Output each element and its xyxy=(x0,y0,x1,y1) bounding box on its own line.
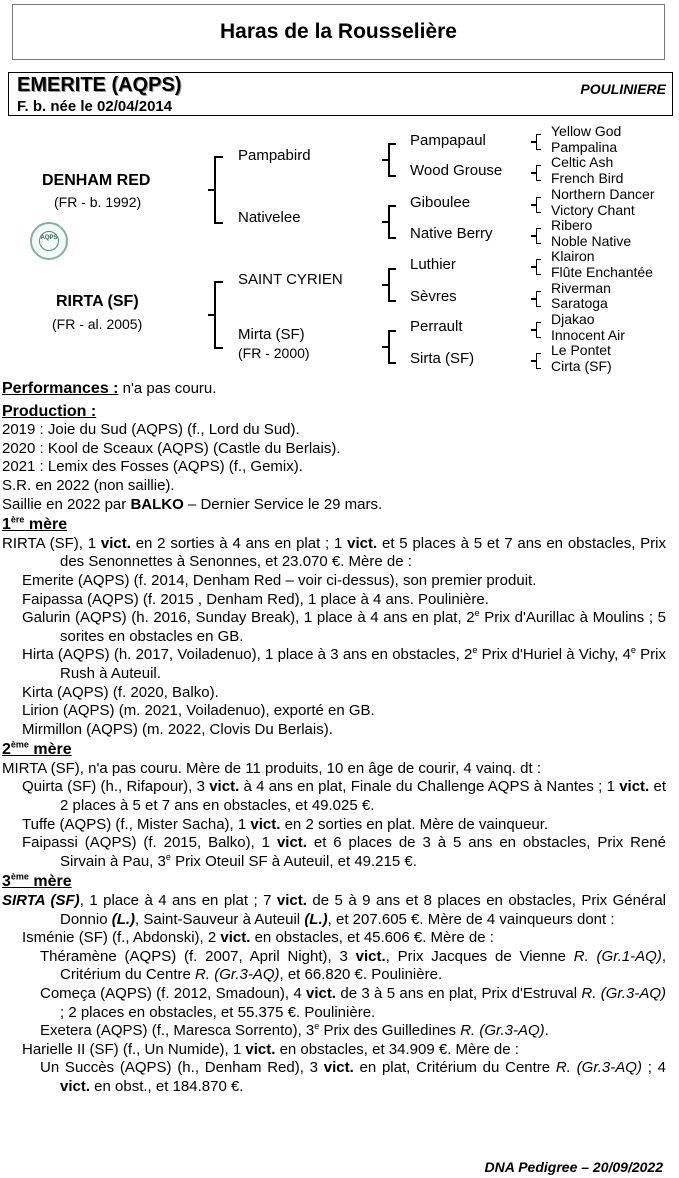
g4-name-5: Northern Dancer xyxy=(551,186,655,202)
mere2-item: Tuffe (AQPS) (f., Mister Sacha), 1 vict. en 2 sorties en plat. Mère de vainqueur. xyxy=(22,815,549,833)
g4-name-4: French Bird xyxy=(551,170,624,186)
g3-name-4: Native Berry xyxy=(410,225,493,242)
dam-info: (FR - al. 2005) xyxy=(52,316,143,332)
mere3-heading: 3ème mère xyxy=(2,872,72,891)
production-line: 2021 : Lemix des Fosses (AQPS) (f., Gemix). xyxy=(2,458,303,476)
g4-name-11: Riverman xyxy=(551,280,611,296)
header-box xyxy=(12,4,665,60)
production-heading: Production : xyxy=(2,402,97,420)
g4-name-7: Ribero xyxy=(551,217,593,233)
g2-name-3: SAINT CYRIEN xyxy=(238,271,343,288)
g4-name-9: Klairon xyxy=(551,248,595,264)
mere3-subitem: Théramène (AQPS) (f. 2007, April Night), 3 vict., Prix Jacques de Vienne R. (Gr.1-AQ), Critérium du Centre R. (Gr.3-AQ), et 66.820 €. Poulinière. xyxy=(40,947,666,984)
mere1-item: Kirta (AQPS) (f. 2020, Balko). xyxy=(22,683,219,701)
mere2-intro: MIRTA (SF), n'a pas couru. Mère de 11 produits, 10 en âge de courir, 4 vainq. dt : xyxy=(2,759,541,777)
page-title: Haras de la Rousselière xyxy=(220,20,457,43)
mere3-item: Harielle II (SF) (f., Un Numide), 1 vict. en obstacles, et 34.909 €. Mère de : xyxy=(22,1040,519,1058)
bracket-g3-6 xyxy=(536,291,541,307)
horse-title-box xyxy=(8,72,673,116)
bracket-g3-8 xyxy=(536,353,541,369)
production-line: Saillie en 2022 par BALKO – Dernier Service le 29 mars. xyxy=(2,495,383,513)
bracket-sire xyxy=(214,156,223,224)
bracket-g3-7 xyxy=(536,322,541,338)
mere3-intro: SIRTA (SF), 1 place à 4 ans en plat ; 7 vict. de 5 à 9 ans et 8 places en obstacles, Prix Général Donnio (L.), Saint-Sauveur à Auteuil (L.), et 207.605 €. Mère de 4 vainqueurs dont : xyxy=(2,892,666,928)
g3-name-7: Perrault xyxy=(410,318,463,335)
mere2-item: Quirta (SF) (h., Rifapour), 3 vict. à 4 ans en plat, Finale du Challenge AQPS à Nantes ; 1 vict. et 2 places à 5 et 7 ans en obstacles, et 49.025 €. xyxy=(22,778,666,815)
bracket-g3-5 xyxy=(536,259,541,275)
g4-name-12: Saratoga xyxy=(551,295,608,311)
bracket-g2-1 xyxy=(388,143,396,177)
mere1-heading: 1ère mère xyxy=(2,514,68,534)
performances-label: Performances : xyxy=(2,380,119,397)
mere2-heading: 2ème mère xyxy=(2,739,72,759)
mere2-item: Faipassi (AQPS) (f. 2015, Balko), 1 vict. et 6 places de 3 à 5 ans en obstacles, Prix René Sirvain à Pau, 3e Prix Oteuil SF à Auteuil, et 49.215 €. xyxy=(22,834,666,870)
g3-name-6: Sèvres xyxy=(410,288,457,305)
g4-name-1: Yellow God xyxy=(551,123,622,139)
mere1-item: Emerite (AQPS) (f. 2014, Denham Red – voir ci-dessus), son premier produit. xyxy=(22,571,537,589)
g2-name-1: Pampabird xyxy=(238,147,311,164)
bracket-g3-3 xyxy=(536,197,541,213)
g2-name-2: Nativelee xyxy=(238,209,301,226)
sire-name: DENHAM RED xyxy=(42,172,151,189)
g3-name-8: Sirta (SF) xyxy=(410,350,475,367)
g4-name-10: Flûte Enchantée xyxy=(551,264,653,280)
g4-name-15: Le Pontet xyxy=(551,342,611,358)
dam-name: RIRTA (SF) xyxy=(56,293,139,310)
bracket-g3-1 xyxy=(536,134,541,150)
mere1-intro: RIRTA (SF), 1 vict. en 2 sorties à 4 ans en plat ; 1 vict. et 5 places à 5 et 7 ans en obstacles, Prix des Senonnettes à Senonnes, et 23.070 €. Mère de : xyxy=(2,534,666,571)
production-line: 2019 : Joie du Sud (AQPS) (f., Lord du Sud). xyxy=(2,421,300,439)
g4-name-16: Cirta (SF) xyxy=(551,358,612,374)
horse-name: EMERITE (AQPS) xyxy=(17,74,182,96)
mere1-item: Mirmillon (AQPS) (m. 2022, Clovis Du Berlais). xyxy=(22,720,333,738)
g4-name-8: Noble Native xyxy=(551,233,632,249)
mere3-item: Isménie (SF) (f., Abdonski), 2 vict. en obstacles, et 45.606 €. Mère de : xyxy=(22,929,494,947)
bracket-dam xyxy=(214,281,223,349)
bracket-g2-3 xyxy=(388,268,396,302)
footer-source: DNA Pedigree – 20/09/2022 xyxy=(484,1159,663,1175)
production-line: S.R. en 2022 (non saillie). xyxy=(2,476,175,494)
bracket-g3-2 xyxy=(536,165,541,181)
sire-info: (FR - b. 1992) xyxy=(54,194,142,210)
horse-type: POULINIERE xyxy=(580,81,666,97)
g2-name-4: Mirta (SF) xyxy=(238,326,305,343)
body-text xyxy=(2,380,666,1097)
g2-mirta-info: (FR - 2000) xyxy=(238,345,310,361)
g3-name-5: Luthier xyxy=(410,256,456,273)
g3-name-2: Wood Grouse xyxy=(410,162,503,179)
production-line: 2020 : Kool de Sceaux (AQPS) (Castle du Berlais). xyxy=(2,439,341,457)
g4-name-6: Victory Chant xyxy=(551,202,635,218)
bracket-g2-4 xyxy=(388,330,396,364)
mere3-subitem: Começa (AQPS) (f. 2012, Smadoun), 4 vict. de 3 à 5 ans en plat, Prix d'Estruval R. (Gr.3-AQ) ; 2 places en obstacles, et 55.375 €. Poulinière. xyxy=(40,985,666,1021)
logo-text: AQPS xyxy=(40,235,58,241)
g3-name-3: Giboulee xyxy=(410,194,471,211)
performances-line xyxy=(2,380,666,399)
mere3-subitem: Un Succès (AQPS) (h., Denham Red), 3 vict. en plat, Critérium du Centre R. (Gr.3-AQ) ; 4 vict. en obst., et 184.870 €. xyxy=(40,1059,666,1095)
g4-name-3: Celtic Ash xyxy=(551,154,614,170)
g4-name-14: Innocent Air xyxy=(551,327,625,343)
mere1-item: Faipassa (AQPS) (f. 2015 , Denham Red), 1 place à 4 ans. Poulinière. xyxy=(22,590,489,608)
mere1-item: Hirta (AQPS) (h. 2017, Voiladenuo), 1 place à 3 ans en obstacles, 2e Prix d'Huriel à Vichy, 4e Prix Rush à Auteuil. xyxy=(22,645,667,682)
horse-birth-info: F. b. née le 02/04/2014 xyxy=(17,98,173,115)
g4-name-2: Pampalina xyxy=(551,139,618,155)
mere1-item: Galurin (AQPS) (h. 2016, Sunday Break), 1 place à 4 ans en plat, 2e Prix d'Aurillac à Moulins ; 5 sorites en obstacles en GB. xyxy=(22,608,666,645)
aqps-logo xyxy=(30,222,68,260)
bracket-g3-4 xyxy=(536,228,541,244)
mere3-subitem: Exetera (AQPS) (f., Maresca Sorrento), 3e Prix des Guilledines R. (Gr.3-AQ). xyxy=(40,1021,549,1040)
g3-name-1: Pampapaul xyxy=(410,132,486,149)
g4-name-13: Djakao xyxy=(551,311,595,327)
bracket-g2-2 xyxy=(388,205,396,239)
mere1-item: Lirion (AQPS) (m. 2021, Voiladenuo), exporté en GB. xyxy=(22,702,375,720)
performances-text: n'a pas couru. xyxy=(118,380,217,397)
